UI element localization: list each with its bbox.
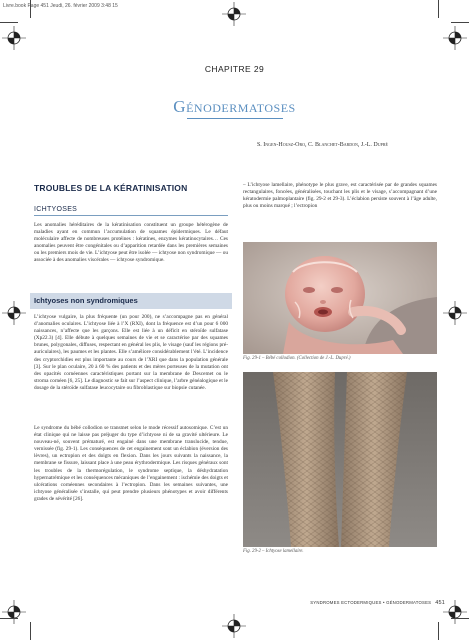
figure-2-caption: Fig. 29-2 – Ichtyose lamellaire.: [243, 549, 304, 554]
page-footer: [285, 600, 445, 606]
registration-mark-icon: [2, 600, 26, 624]
subsection-rule: [34, 215, 228, 216]
crop-mark: [30, 0, 31, 18]
running-footer-text: SYNDROMES ECTODERMIQUES • GÉNODERMATOSES: [310, 600, 432, 605]
registration-mark-icon: [2, 301, 26, 325]
crop-mark: [30, 622, 31, 640]
title-underline: [187, 118, 283, 119]
figure-lamellar-legs-photo: [243, 372, 437, 547]
crop-mark: [0, 618, 18, 619]
authors-line: S. Ingen-Housz-Oro, C. Blanchet-Bardon, J.-L. Dupré: [256, 142, 388, 148]
registration-mark-icon: [443, 26, 467, 50]
registration-mark-icon: [222, 614, 246, 638]
registration-mark-icon: [443, 301, 467, 325]
intro-paragraph: Les anomalies héréditaires de la kératinisation constituent un groupe hétérogène de maladies ayant en commun l’accumulation de squames épidermiques. Le défaut moléculaire affecte de nombreuses protéines : kératines, enzymes kératinocytaires… Ces anomalies peuvent être congénitales ou d’apparition retardée dans les premières semaines ou les premiers mois de vie. L’ichtyose peut être isolée — ichtyose non syndromique — ou associée à des anomalies viscérales — ichtyose syndromique.: [34, 222, 228, 264]
page-number: 451: [435, 600, 445, 606]
page-title: Génodermatoses: [173, 97, 296, 116]
chapter-label: CHAPITRE 29: [204, 64, 265, 74]
crop-mark: [438, 0, 439, 18]
crop-mark: [0, 22, 18, 23]
paragraph-ichtyose-lamellaire: – L’ichtyose lamellaire, phénotype le plus grave, est caractérisée par de grandes squames rectangulaires, foncées, généralisées, touchant les plis et le visage, s’accompagnant d’une kératodermie palmoplantaire (fig. 29-2 et 29-3). L’éclabion persiste souvent à l’âge adulte, plus ou moins marqué ; l’ectropion: [243, 182, 437, 210]
crop-mark: [451, 22, 469, 23]
subsection-heading: ICHTYOSES: [34, 206, 78, 213]
paragraph-ichtyose-vulgaire: L’ichtyose vulgaire, la plus fréquente (un pour 200), ne s’accompagne pas en général d’anomalies oculaires. L’ichtyose liée à l’X (RXI), dont la fréquence est d’un pour 6 000 naissances, n’affecte que les garçons. Elle est liée à un déficit en stéroïde sulfatase (Xp22.3) [4]. Elle débute à quelques semaines de vie et se caractérise par des squames brunes, polygonales, diffuses, respectant en général les plis, le visage (sauf les régions pré-auriculaires), les paumes et les plantes. Elle s’améliore considérablement l’été. L’incidence des cryptorchidies est plus importante au cours de l’XRI que dans la population générale [3]. Sur le plan oculaire, 20 à 60 % des patients et des mères porteuses de la mutation ont des opacités cornéennes caractéristiques portant sur la membrane de Descemet ou le stroma cornéen [6, 25]. Le diagnostic se fait sur l’aspect clinique, l’arbre généalogique et le dosage de la stéroïde sulfatase leucocytaire ou fibroblastique sur biopsie cutanée.: [34, 314, 228, 391]
print-slug: Livre.book Page 451 Jeudi, 26. février 2009 3:48 15: [3, 3, 118, 9]
paragraph-bebe-collodion: Le syndrome du bébé collodion se transmet selon le mode récessif autosomique. C’est un état clinique qui ne laisse pas préjuger du type d’ichtyose ni de sa gravité ultérieure. Le nouveau-né, souvent prématuré, est engainé dans une membrane translucide, tendue, vernissée (fig. 29-1). Les conséquences de cet engainement sont un éclabion (éversion des lèvres), un ectropion et des doigts en flexion. Dans les jours suivants la naissance, la membrane se fissure, laissant place à une peau érythrodermique. Les risques généraux sont les troubles de la thermorégulation, le syndrome septique, la déshydratation hypernatrémique et les conséquences mécaniques de l’engainement : ischémie des doigts et ulcérations cornéennes secondaires à l’ectropion. Dans les semaines suivantes, une ichtyose généralisée s’installe, qui peut prendre plusieurs phénotypes et avoir différents grades de sévérité [26].: [34, 425, 228, 502]
figure-1-caption: Fig. 29-1 – Bébé collodion. (Collection de J.-L. Dupré.): [243, 356, 351, 361]
registration-mark-icon: [222, 2, 246, 26]
section-heading: TROUBLES DE LA KÉRATINISATION: [34, 183, 188, 193]
figure-collodion-baby-photo: [243, 242, 437, 354]
registration-mark-icon: [443, 600, 467, 624]
crop-mark: [438, 622, 439, 640]
band-heading: Ichtyoses non syndromiques: [34, 296, 138, 305]
registration-mark-icon: [2, 26, 26, 50]
crop-mark: [451, 618, 469, 619]
